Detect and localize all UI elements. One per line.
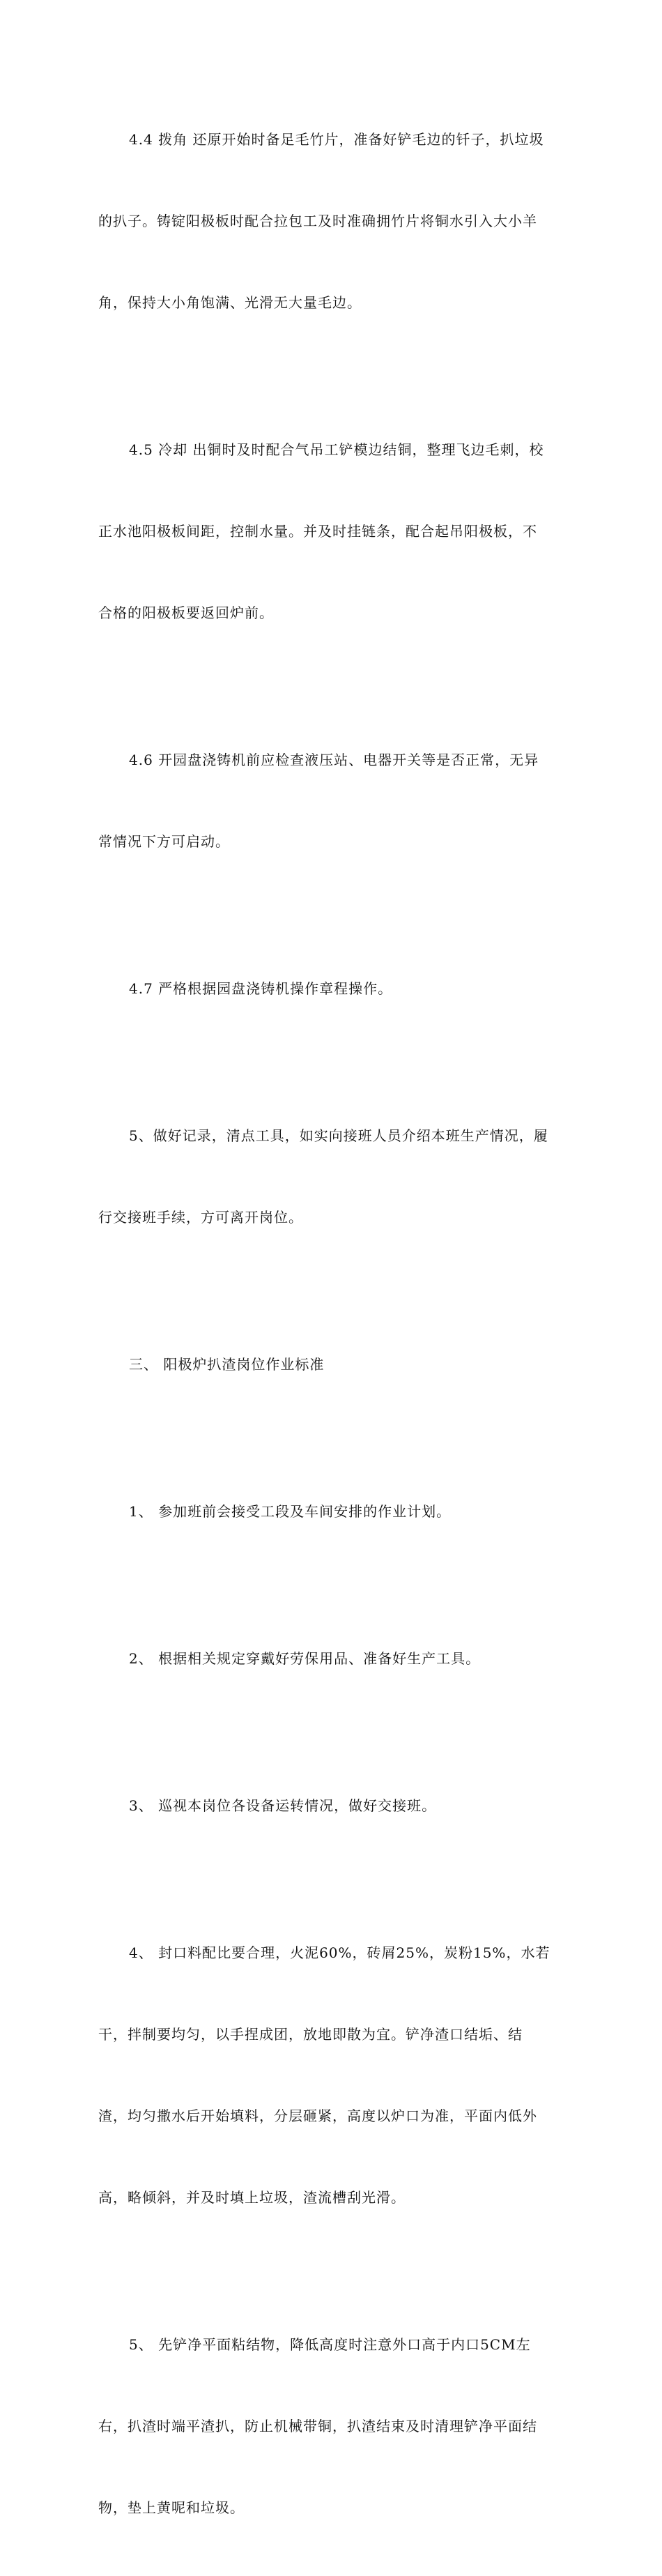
paragraph-4-6 <box>98 692 565 910</box>
text-line: 5、 先铲净平面粘结物，降低高度时注意外口高于内口5CM左 <box>129 2336 531 2353</box>
text-line: 4.6 开园盘浇铸机前应检查液压站、电器开关等是否正常，无异 <box>129 752 539 768</box>
paragraph-5-handover <box>98 1068 565 1286</box>
text-line: 渣，均匀撒水后开始填料，分层砸紧，高度以炉口为准，平面内低外 <box>98 2108 537 2124</box>
text-line: 的扒子。铸锭阳极板时配合拉包工及时准确拥竹片将铜水引入大小羊 <box>98 213 537 229</box>
paragraph-item-1 <box>98 1444 565 1580</box>
text-line: 4.4 拨角 还原开始时备足毛竹片，准备好铲毛边的钎子，扒垃圾 <box>129 131 544 148</box>
text-line: 1、 参加班前会接受工段及车间安排的作业计划。 <box>129 1503 452 1520</box>
text-line: 4、 封口料配比要合理，火泥60%，砖屑25%，炭粉15%，水若 <box>129 1944 551 1961</box>
text-line: 干，拌制要均匀，以手捏成团，放地即散为宜。铲净渣口结垢、结 <box>98 2026 523 2043</box>
section-heading-3 <box>98 1297 565 1433</box>
paragraph-4-5 <box>98 382 565 681</box>
text-line: 右，扒渣时端平渣扒，防止机械带铜，扒渣结束及时清理铲净平面结 <box>98 2418 537 2434</box>
paragraph-item-4 <box>98 1885 565 2266</box>
text-line: 行交接班手续，方可离开岗位。 <box>98 1209 303 1226</box>
text-line: 2、 根据相关规定穿戴好劳保用品、准备好生产工具。 <box>129 1650 481 1667</box>
paragraph-item-3 <box>98 1738 565 1874</box>
text-line: 三、 阳极炉扒渣岗位作业标准 <box>129 1356 325 1373</box>
text-line: 3、 巡视本岗位各设备运转情况，做好交接班。 <box>129 1797 437 1814</box>
text-line: 4.7 严格根据园盘浇铸机操作章程操作。 <box>129 980 393 997</box>
text-line: 角，保持大小角饱满、光滑无大量毛边。 <box>98 294 362 311</box>
text-line: 5、做好记录，清点工具，如实向接班人员介绍本班生产情况，履 <box>129 1127 548 1144</box>
paragraph-4-4 <box>98 72 565 371</box>
text-line: 物，垫上黄呢和垃圾。 <box>98 2499 245 2516</box>
paragraph-item-2 <box>98 1591 565 1727</box>
text-line: 常情况下方可启动。 <box>98 833 230 850</box>
document-body <box>98 72 565 2576</box>
text-line: 正水池阳极板间距，控制水量。并及时挂链条，配合起吊阳极板，不 <box>98 523 537 540</box>
text-line: 合格的阳极板要返回炉前。 <box>98 604 274 621</box>
paragraph-4-7 <box>98 921 565 1057</box>
text-line: 4.5 冷却 出铜时及时配合气吊工铲模边结铜，整理飞边毛刺，校 <box>129 441 544 458</box>
text-line: 高，略倾斜，并及时填上垃圾，渣流槽刮光滑。 <box>98 2189 406 2206</box>
paragraph-item-5 <box>98 2277 565 2576</box>
